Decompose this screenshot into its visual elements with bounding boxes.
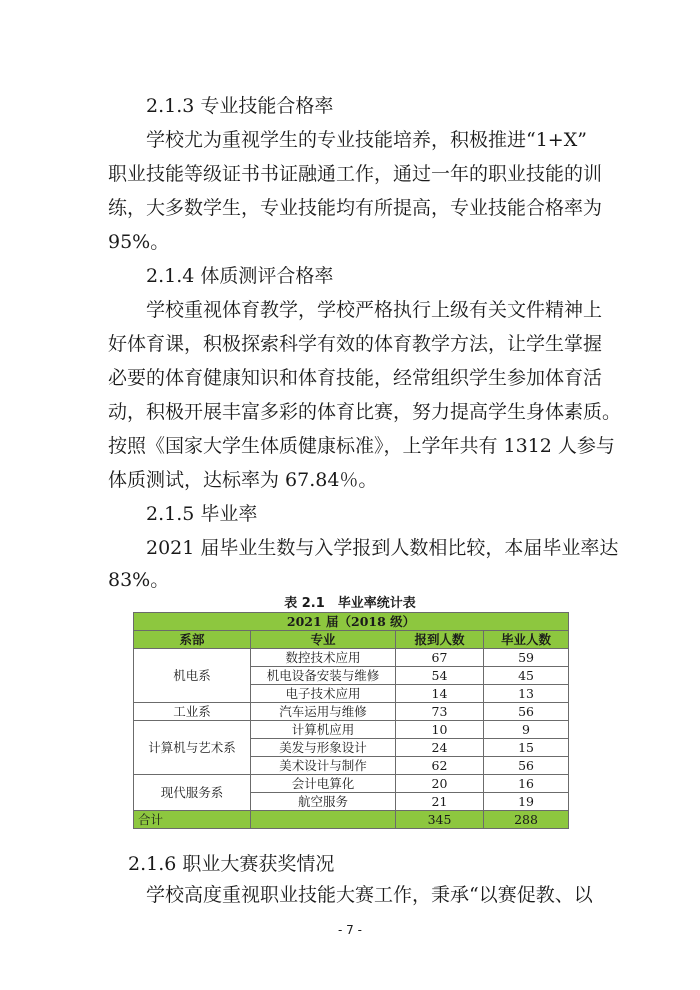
major-cell: 汽车运用与维修 bbox=[251, 703, 396, 721]
enrolled-cell: 24 bbox=[396, 739, 484, 757]
table-title: 2021 届（2018 级） bbox=[134, 613, 569, 631]
enrolled-cell: 21 bbox=[396, 793, 484, 811]
enrolled-cell: 20 bbox=[396, 775, 484, 793]
enrolled-cell: 62 bbox=[396, 757, 484, 775]
paragraph-line: 必要的体育健康知识和体育技能，经常组织学生参加体育活 bbox=[108, 367, 603, 389]
column-header-enrolled: 报到人数 bbox=[396, 631, 484, 649]
column-header-graduated: 毕业人数 bbox=[484, 631, 569, 649]
page-number: - 7 - bbox=[338, 923, 362, 937]
column-header-major: 专业 bbox=[251, 631, 396, 649]
paragraph-line: 动，积极开展丰富多彩的体育比赛，努力提高学生身体素质。 bbox=[108, 401, 622, 423]
graduated-cell: 19 bbox=[484, 793, 569, 811]
graduated-cell: 13 bbox=[484, 685, 569, 703]
paragraph-line: 83%。 bbox=[108, 569, 170, 591]
paragraph-line: 好体育课，积极探索科学有效的体育教学方法，让学生掌握 bbox=[108, 333, 603, 355]
graduated-cell: 56 bbox=[484, 757, 569, 775]
total-enrolled: 345 bbox=[396, 811, 484, 829]
major-cell: 计算机应用 bbox=[251, 721, 396, 739]
major-cell: 电子技术应用 bbox=[251, 685, 396, 703]
section-heading-2-1-6: 2.1.6 职业大赛获奖情况 bbox=[128, 853, 335, 875]
graduated-cell: 16 bbox=[484, 775, 569, 793]
table-row bbox=[134, 721, 569, 739]
paragraph-line: 2021 届毕业生数与入学报到人数相比较，本届毕业率达 bbox=[146, 537, 619, 559]
paragraph-line: 按照《国家大学生体质健康标准》，上学年共有 1312 人参与 bbox=[108, 435, 615, 457]
major-cell: 美发与形象设计 bbox=[251, 739, 396, 757]
major-cell: 美术设计与制作 bbox=[251, 757, 396, 775]
major-cell: 数控技术应用 bbox=[251, 649, 396, 667]
enrolled-cell: 67 bbox=[396, 649, 484, 667]
paragraph-line: 练，大多数学生，专业技能均有所提高，专业技能合格率为 bbox=[108, 197, 603, 219]
table-total-row bbox=[134, 811, 569, 829]
paragraph-line: 学校高度重视职业技能大赛工作，秉承“以赛促教、以 bbox=[146, 884, 593, 906]
total-empty-cell bbox=[251, 811, 396, 829]
paragraph-line: 95%。 bbox=[108, 231, 170, 253]
total-graduated: 288 bbox=[484, 811, 569, 829]
major-cell: 会计电算化 bbox=[251, 775, 396, 793]
section-heading-2-1-4: 2.1.4 体质测评合格率 bbox=[146, 265, 334, 287]
dept-cell: 计算机与艺术系 bbox=[134, 721, 251, 775]
graduated-cell: 56 bbox=[484, 703, 569, 721]
graduation-rate-table bbox=[133, 612, 569, 829]
major-cell: 航空服务 bbox=[251, 793, 396, 811]
table-row bbox=[134, 775, 569, 793]
major-cell: 机电设备安装与维修 bbox=[251, 667, 396, 685]
paragraph-line: 职业技能等级证书书证融通工作，通过一年的职业技能的训 bbox=[108, 163, 603, 185]
dept-cell: 机电系 bbox=[134, 649, 251, 703]
paragraph-line: 学校尤为重视学生的专业技能培养，积极推进“1+X” bbox=[146, 129, 587, 151]
section-heading-2-1-3: 2.1.3 专业技能合格率 bbox=[146, 95, 334, 117]
paragraph-line: 学校重视体育教学，学校严格执行上级有关文件精神上 bbox=[146, 299, 603, 321]
table-row bbox=[134, 649, 569, 667]
enrolled-cell: 14 bbox=[396, 685, 484, 703]
table-caption: 表 2.1 毕业率统计表 bbox=[284, 596, 416, 611]
section-heading-2-1-5: 2.1.5 毕业率 bbox=[146, 503, 258, 525]
enrolled-cell: 73 bbox=[396, 703, 484, 721]
column-header-dept: 系部 bbox=[134, 631, 251, 649]
graduated-cell: 9 bbox=[484, 721, 569, 739]
enrolled-cell: 10 bbox=[396, 721, 484, 739]
paragraph-line: 体质测试，达标率为 67.84％。 bbox=[108, 469, 378, 491]
enrolled-cell: 54 bbox=[396, 667, 484, 685]
graduated-cell: 45 bbox=[484, 667, 569, 685]
total-label: 合计 bbox=[134, 811, 251, 829]
table-row bbox=[134, 703, 569, 721]
graduated-cell: 15 bbox=[484, 739, 569, 757]
dept-cell: 现代服务系 bbox=[134, 775, 251, 811]
graduated-cell: 59 bbox=[484, 649, 569, 667]
dept-cell: 工业系 bbox=[134, 703, 251, 721]
